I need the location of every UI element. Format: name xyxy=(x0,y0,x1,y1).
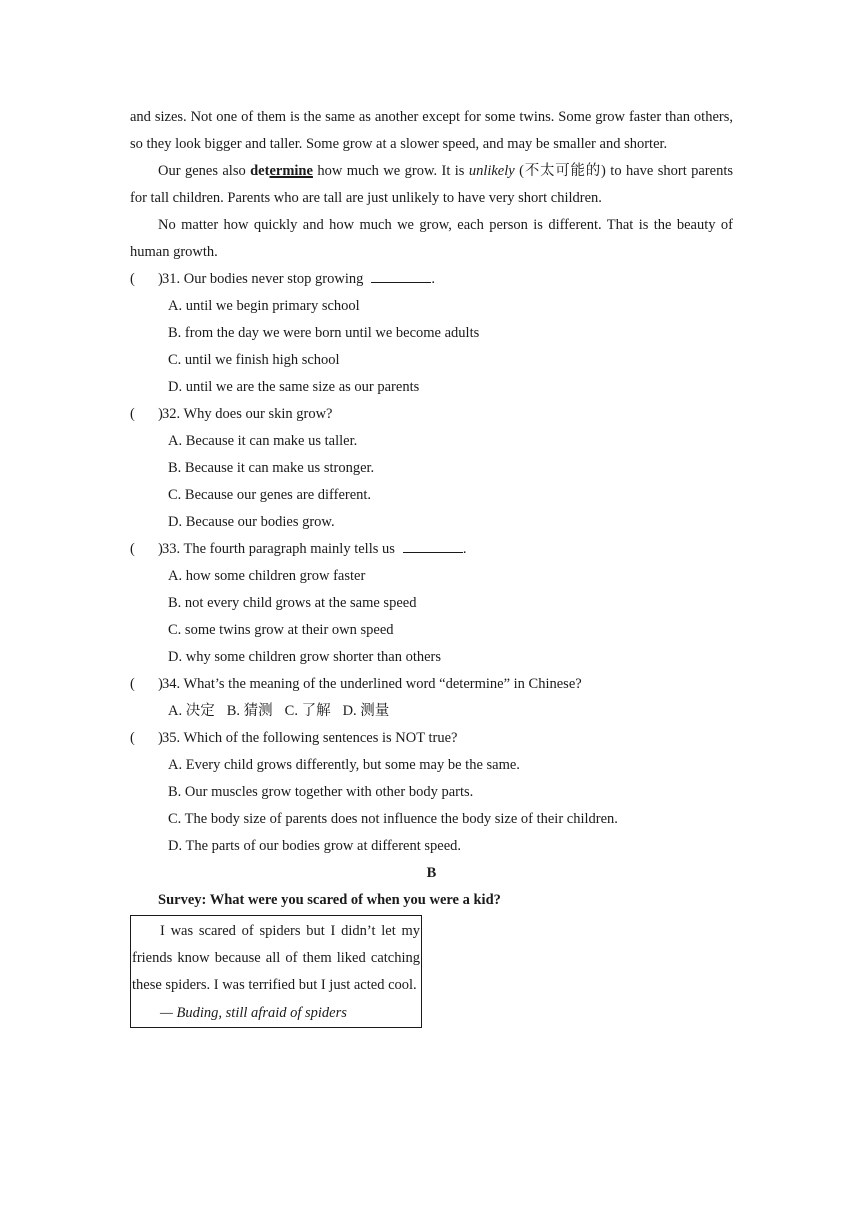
option-b: B. not every child grows at the same speed xyxy=(168,595,417,611)
option-d: D. why some children grow shorter than others xyxy=(168,649,442,665)
option-a: A. until we begin primary school xyxy=(168,298,360,314)
question-35 xyxy=(130,725,733,860)
question-stem xyxy=(130,725,733,752)
option-c: C. Because our genes are different. xyxy=(168,487,372,503)
passage-paragraph-3: No matter how quickly and how much we grow, each person is different. That is the beauty of human growth. xyxy=(130,217,733,260)
option-a: A. Every child grows differently, but some may be the same. xyxy=(168,757,520,773)
question-text: 35. Which of the following sentences is NOT true? xyxy=(162,730,458,746)
p2-text-b: how much we grow. It is xyxy=(312,163,469,179)
option-b: B. 猜测 xyxy=(226,703,273,719)
option-d: D. 测量 xyxy=(342,703,390,719)
question-end: . xyxy=(431,271,435,287)
question-stem xyxy=(130,401,733,428)
p2-text-a: Our genes also xyxy=(158,163,251,179)
answer-paren-right: ) xyxy=(158,730,163,746)
option-a: A. Because it can make us taller. xyxy=(168,433,358,449)
question-stem xyxy=(130,266,733,293)
answer-paren-right: ) xyxy=(158,271,163,287)
survey-title: Survey: What were you scared of when you were a kid? xyxy=(158,892,501,908)
passage-paragraph-1: and sizes. Not one of them is the same as another except for some twins. Some grow faster than others, so they look bigger and taller. Some grow at a slower speed, and may be smaller and shorter. xyxy=(130,109,733,152)
option-c: C. until we finish high school xyxy=(168,352,340,368)
option-c: C. 了解 xyxy=(284,703,331,719)
question-31 xyxy=(130,266,733,401)
question-stem xyxy=(130,536,733,563)
question-text: 34. What’s the meaning of the underlined word “determine” in Chinese? xyxy=(162,676,582,692)
p2-text-c: (不太可能的) to have short parents for tall children. Parents who are tall are just unlikely to have very short children. xyxy=(130,163,733,206)
answer-paren-left: ( xyxy=(130,730,135,746)
answer-paren-left: ( xyxy=(130,676,135,692)
survey-answer-text: I was scared of spiders but I didn’t let my friends know because all of them liked catching these spiders. I was terrified but I just acted cool. xyxy=(132,923,420,993)
determine-part-1: det xyxy=(250,163,270,179)
answer-paren-left: ( xyxy=(130,271,135,287)
question-32 xyxy=(130,401,733,536)
option-d: D. Because our bodies grow. xyxy=(168,514,335,530)
question-34 xyxy=(130,671,733,725)
option-c: C. The body size of parents does not influence the body size of their children. xyxy=(168,811,618,827)
option-b: B. from the day we were born until we become adults xyxy=(168,325,480,341)
option-a: A. how some children grow faster xyxy=(168,568,366,584)
answer-blank xyxy=(371,268,431,283)
answer-paren-right: ) xyxy=(158,676,163,692)
option-a: A. 决定 xyxy=(168,703,215,719)
answer-paren-left: ( xyxy=(130,541,135,557)
survey-answer-box xyxy=(130,915,422,1028)
question-end: . xyxy=(462,541,467,557)
answer-paren-right: ) xyxy=(158,406,163,422)
survey-answer-byline: — Buding, still afraid of spiders xyxy=(160,1005,347,1021)
inline-options xyxy=(130,698,733,725)
question-text-body: 31. Our bodies never stop growing xyxy=(162,271,364,287)
option-b: B. Because it can make us stronger. xyxy=(168,460,375,476)
passage-paragraph-2 xyxy=(130,158,733,212)
question-text xyxy=(162,536,467,563)
question-text: 32. Why does our skin grow? xyxy=(162,406,333,422)
section-heading-b: B xyxy=(426,865,437,881)
answer-blank xyxy=(403,538,463,553)
determine-part-2: ermine xyxy=(269,163,313,179)
underlined-word-determine xyxy=(250,163,313,179)
question-text xyxy=(162,266,435,293)
answer-paren-left: ( xyxy=(130,406,135,422)
answer-paren-right: ) xyxy=(158,541,163,557)
option-c: C. some twins grow at their own speed xyxy=(168,622,394,638)
option-d: D. The parts of our bodies grow at different speed. xyxy=(168,838,462,854)
question-text-body: 33. The fourth paragraph mainly tells us xyxy=(162,541,395,557)
option-d: D. until we are the same size as our parents xyxy=(168,379,420,395)
word-unlikely: unlikely xyxy=(468,163,515,179)
document-page xyxy=(130,104,733,1028)
question-33 xyxy=(130,536,733,671)
option-b: B. Our muscles grow together with other body parts. xyxy=(168,784,474,800)
question-stem xyxy=(130,671,733,698)
